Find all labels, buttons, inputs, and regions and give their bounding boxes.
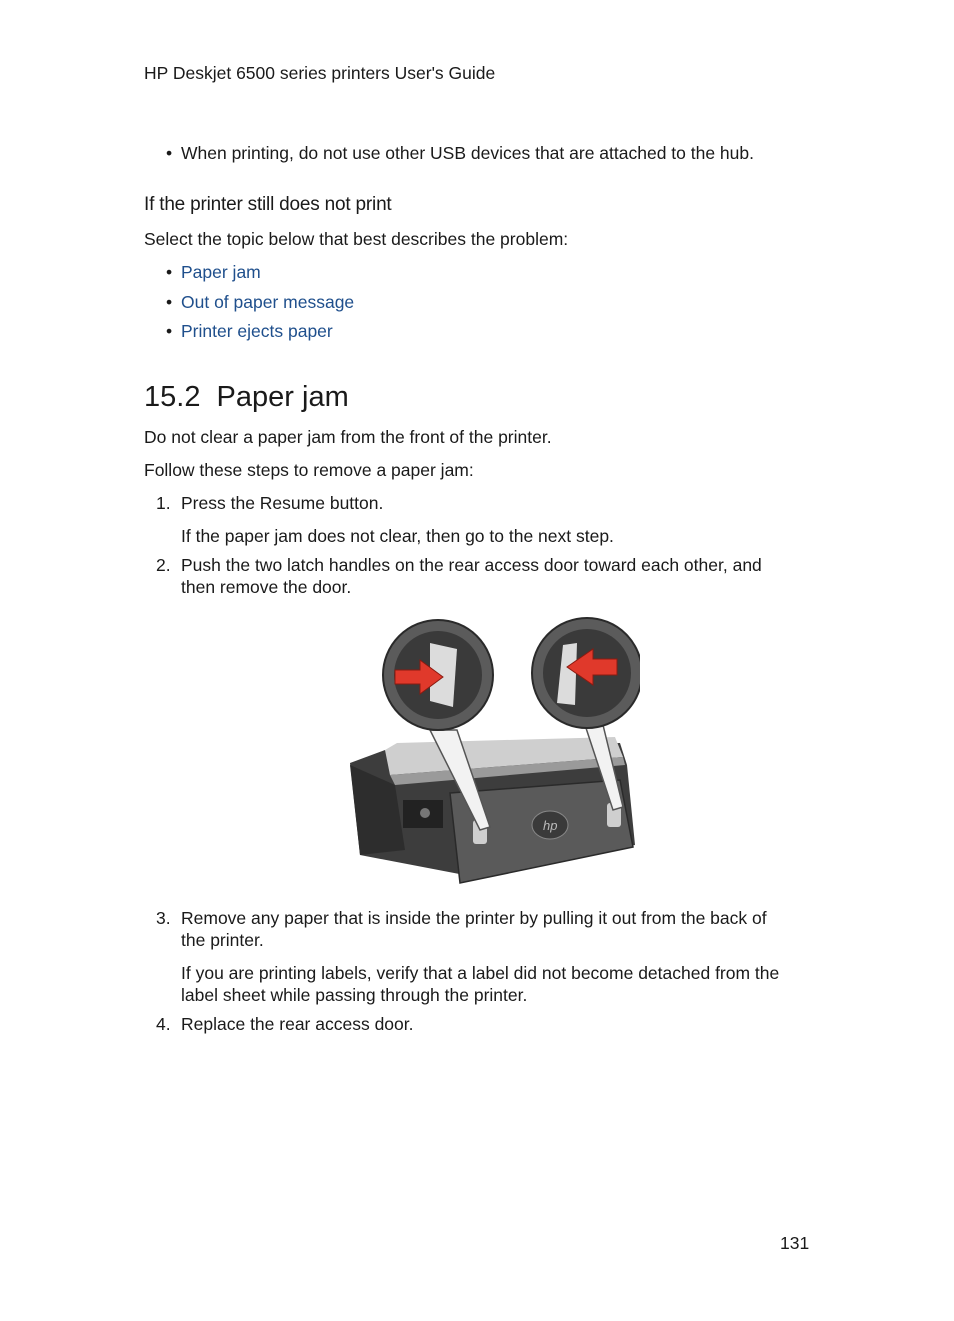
bullet-marker: • — [166, 262, 173, 282]
steps-intro: Follow these steps to remove a paper jam: — [144, 460, 474, 480]
bullet-marker: • — [166, 321, 173, 341]
step-2-line-2: then remove the door. — [181, 577, 352, 597]
step-1-note: If the paper jam does not clear, then go to the next step. — [181, 526, 614, 546]
warning-text — [144, 426, 552, 448]
warning-pre: Do — [144, 427, 172, 447]
step-number: 2. — [156, 555, 171, 575]
link-printer-ejects-paper[interactable]: Printer ejects paper — [181, 321, 333, 341]
link-paper-jam[interactable]: Paper jam — [181, 262, 261, 282]
warning-emphasis: not — [171, 427, 196, 447]
right-latch-zoom — [532, 618, 640, 728]
step-2-line-1: Push the two latch handles on the rear access door toward each other, and — [181, 555, 762, 575]
step-4-text: Replace the rear access door. — [181, 1014, 414, 1034]
subsection-heading: If the printer still does not print — [144, 194, 392, 215]
running-header: HP Deskjet 6500 series printers User's Guide — [144, 63, 496, 83]
step-3-line-1: Remove any paper that is inside the printer by pulling it out from the back of — [181, 908, 767, 928]
step-number: 4. — [156, 1014, 171, 1034]
step-number: 3. — [156, 908, 171, 928]
resume-keyword: Resume — [259, 493, 325, 513]
step-1-text — [181, 492, 383, 514]
step-3-note-line-2: label sheet while passing through the printer. — [181, 985, 528, 1005]
step-3-note-line-1: If you are printing labels, verify that a label did not become detached from the — [181, 963, 780, 983]
left-latch-zoom — [383, 620, 493, 730]
intro-bullet-text: When printing, do not use other USB devices that are attached to the hub. — [181, 143, 754, 163]
hp-logo-text: hp — [543, 818, 558, 833]
step-3-line-2: the printer. — [181, 930, 264, 950]
link-out-of-paper[interactable]: Out of paper message — [181, 292, 355, 312]
step-1-pre: Press the — [181, 493, 260, 513]
rear-access-door-illustration — [345, 615, 640, 890]
bullet-marker: • — [166, 143, 173, 163]
subsection-intro: Select the topic below that best describes the problem: — [144, 229, 569, 249]
step-1-post: button. — [324, 493, 384, 513]
step-number: 1. — [156, 493, 171, 513]
section-heading: 15.2 Paper jam — [144, 381, 349, 413]
page-number: 131 — [780, 1233, 810, 1253]
bullet-marker: • — [166, 292, 173, 312]
warning-post: clear a paper jam from the front of the printer. — [195, 427, 552, 447]
